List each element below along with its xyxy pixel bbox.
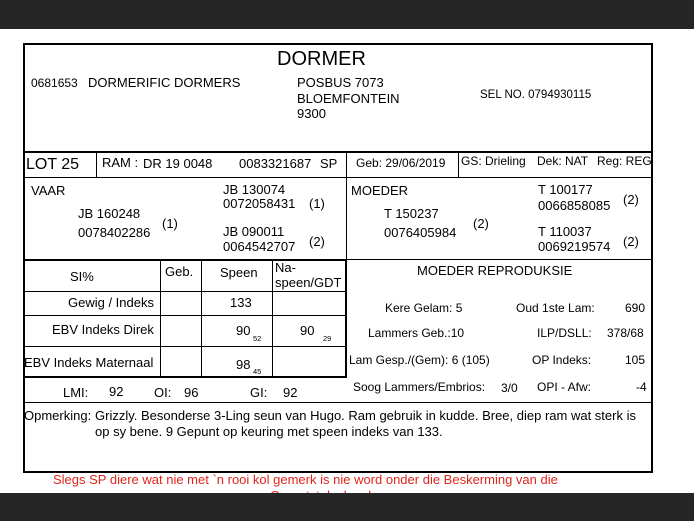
dam-sire-number: 0066858085 (538, 198, 611, 213)
birth-status: GS: Drieling (461, 154, 526, 168)
gi-label: GI: (250, 385, 268, 400)
si-row-3 (23, 346, 346, 347)
maternaal-label: EBV Indeks Maternaal (24, 355, 154, 370)
sire-number: 0078402286 (78, 225, 151, 240)
naspeen-header: Na- speen/GDT (275, 260, 342, 290)
dam-dam-number: 0069219574 (538, 239, 611, 254)
maternaal-speen-value: 98 (236, 357, 251, 372)
lam-gesp: Lam Gesp./(Gem): 6 (105) (349, 353, 490, 367)
si-row-2 (23, 315, 346, 316)
oud-label: Oud 1ste Lam: (516, 301, 595, 315)
lot-number: LOT 25 (26, 156, 80, 173)
gewig-speen-value: 133 (230, 295, 252, 310)
lot-divider-3 (458, 151, 459, 178)
lammers-geb: Lammers Geb.:10 (368, 326, 465, 340)
address-line-1: POSBUS 7073 (297, 75, 384, 90)
dam-label: MOEDER (351, 183, 409, 198)
lot-divider-1 (96, 151, 97, 178)
sire-tag: (1) (162, 216, 178, 231)
dam-dam-tag: (2) (623, 234, 639, 249)
sire-dam-id: JB 090011 (223, 224, 285, 239)
sire-dam-tag: (2) (309, 234, 325, 249)
si-header: SI% (70, 269, 94, 284)
dam-sire-id: T 100177 (538, 182, 593, 197)
gewig-label: Gewig / Indeks (68, 295, 154, 310)
gi-value: 92 (283, 385, 298, 400)
si-table-bottom (23, 376, 347, 378)
repro-top (347, 259, 653, 260)
oi-label: OI: (154, 385, 172, 400)
card-border-top (23, 43, 653, 45)
remarks-line-2: op sy bene. 9 Gepunt op keuring met speen indeks van 133. (95, 424, 443, 439)
birth-date: Geb: 29/06/2019 (356, 156, 446, 170)
direk-speen-value: 90 (236, 323, 251, 338)
lmi-value: 92 (109, 384, 124, 399)
sire-sire-number: 0072058431 (223, 196, 296, 211)
lot-row-bottom-line (23, 177, 653, 178)
maternaal-speen-accuracy: 45 (253, 367, 262, 376)
lmi-label: LMI: (63, 385, 89, 400)
opi-label: OPI - Afw: (537, 380, 592, 394)
card-title: DORMER (277, 48, 366, 70)
dam-id: T 150237 (384, 206, 439, 221)
repro-title: MOEDER REPRODUKSIE (417, 263, 573, 278)
direk-naspeen-accuracy: 29 (323, 334, 332, 343)
ram-number: 0083321687 (239, 156, 312, 171)
sire-id: JB 160248 (78, 206, 141, 221)
oi-value: 96 (184, 385, 199, 400)
si-col-2 (201, 260, 202, 377)
ilp-value: 378/68 (607, 326, 644, 340)
dam-dam-id: T 110037 (538, 224, 592, 239)
sire-label: VAAR (31, 183, 66, 198)
guarantee-notice-line-1: Slegs SP diere wat nie met `n rooi kol gemerk is nie word onder die Beskerming van die (53, 472, 558, 487)
card-border-right (651, 43, 653, 473)
lot-row-top-line (23, 151, 653, 153)
si-row-1 (23, 291, 346, 292)
address-line-3: 9300 (297, 106, 326, 121)
registration-status: Reg: REG (597, 154, 652, 168)
op-value: 105 (625, 353, 646, 367)
remarks-top-line (23, 402, 653, 403)
ilp-label: ILP/DSLL: (537, 326, 592, 340)
direk-label: EBV Indeks Direk (52, 322, 154, 337)
ram-label: RAM : (102, 155, 139, 170)
sire-sire-id: JB 130074 (223, 182, 286, 197)
dek-status: Dek: NAT (537, 154, 589, 168)
soog-value: 3/0 (501, 381, 518, 395)
remarks-line-1: Grizzly. Besonderse 3-Ling seun van Hugo. Ram gebruik in kudde. Bree, diep ram wat sterk is (95, 408, 636, 423)
speen-header: Speen (220, 265, 258, 280)
direk-naspeen-value: 90 (300, 323, 315, 338)
sire-dam-number: 0064542707 (223, 239, 296, 254)
oud-value: 690 (625, 301, 646, 315)
si-col-3 (272, 260, 273, 377)
bottom-bar (0, 493, 694, 521)
breeder-number: 0681653 (31, 76, 78, 90)
dam-number: 0076405984 (384, 225, 457, 240)
sire-sire-tag: (1) (309, 196, 325, 211)
opi-value: -4 (636, 380, 647, 394)
lot-divider-2 (346, 151, 347, 178)
ram-grade: SP (320, 156, 338, 171)
pedigree-divider (346, 178, 347, 260)
op-label: OP Indeks: (532, 353, 592, 367)
dam-sire-tag: (2) (623, 192, 639, 207)
top-bar (0, 0, 694, 29)
dam-tag: (2) (473, 216, 489, 231)
soog-label: Soog Lammers/Embrios: (353, 380, 486, 394)
remarks-label: Opmerking: (24, 408, 92, 423)
si-table-right (345, 259, 347, 377)
ram-id: DR 19 0048 (143, 156, 213, 171)
si-col-1 (160, 260, 161, 377)
direk-speen-accuracy: 52 (253, 334, 262, 343)
breeder-name: DORMERIFIC DORMERS (88, 75, 241, 90)
sel-number: SEL NO. 0794930115 (480, 89, 592, 101)
address-line-2: BLOEMFONTEIN (297, 91, 400, 106)
geb-header: Geb. (165, 264, 194, 279)
kere-gelam: Kere Gelam: 5 (385, 301, 463, 315)
